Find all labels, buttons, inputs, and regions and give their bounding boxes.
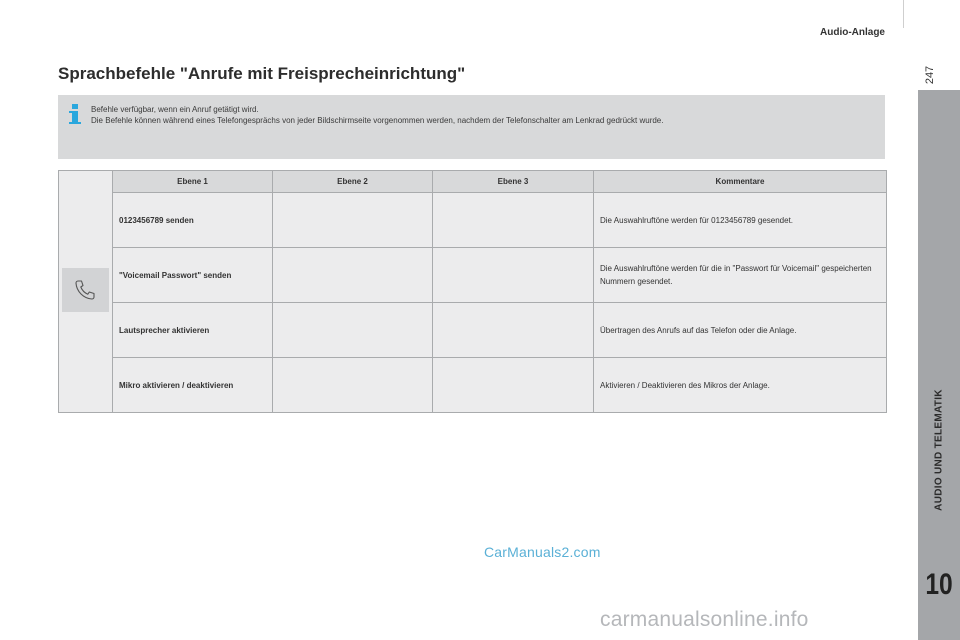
table-row (59, 248, 887, 303)
watermark-carmanualsonline: carmanualsonline.info (600, 608, 809, 631)
chapter-side-band (918, 90, 960, 640)
level-2-cell (273, 248, 433, 303)
page-number-text: 247 (924, 65, 936, 85)
comment-cell: Die Auswahlruftöne werden für 0123456789 gesendet. (594, 193, 887, 248)
comment-cell: Aktivieren / Deaktivieren des Mikros der Anlage. (594, 358, 887, 413)
level-3-cell (433, 193, 594, 248)
column-header-level-1: Ebene 1 (113, 171, 273, 193)
info-icon (68, 104, 82, 126)
table-header-row (59, 171, 887, 193)
phone-icon-cell (59, 171, 113, 413)
info-box (58, 95, 885, 159)
page-number (920, 62, 940, 88)
level-1-cell: "Voicemail Passwort" senden (113, 248, 273, 303)
phone-icon (62, 268, 109, 312)
running-head: Audio-Anlage (820, 27, 885, 38)
comment-cell: Die Auswahlruftöne werden für die in "Passwort für Voicemail" gespeicherten Nummern gesendet. (594, 248, 887, 303)
info-text (91, 104, 875, 126)
level-1-cell: Lautsprecher aktivieren (113, 303, 273, 358)
voice-commands-table (58, 170, 887, 413)
info-line-2: Die Befehle können während eines Telefongesprächs von jeder Bildschirmseite vorgenommen werden, nachdem der Telefonschalter am Lenkrad gedrückt wurde. (91, 116, 664, 125)
level-1-cell: Mikro aktivieren / deaktivieren (113, 358, 273, 413)
chapter-number: 10 (925, 568, 953, 601)
level-2-cell (273, 193, 433, 248)
comment-cell: Übertragen des Anrufs auf das Telefon oder die Anlage. (594, 303, 887, 358)
table-row (59, 193, 887, 248)
watermark-carmanuals2[interactable]: CarManuals2.com (484, 544, 601, 560)
level-2-cell (273, 358, 433, 413)
level-2-cell (273, 303, 433, 358)
info-line-1: Befehle verfügbar, wenn ein Anruf getätigt wird. (91, 105, 259, 114)
top-divider (903, 0, 904, 28)
chapter-label-text: AUDIO UND TELEMATIK (933, 389, 945, 511)
level-3-cell (433, 248, 594, 303)
table-row (59, 358, 887, 413)
column-header-comments: Kommentare (594, 171, 887, 193)
level-3-cell (433, 303, 594, 358)
level-1-cell: 0123456789 senden (113, 193, 273, 248)
column-header-level-3: Ebene 3 (433, 171, 594, 193)
column-header-level-2: Ebene 2 (273, 171, 433, 193)
page-title: Sprachbefehle "Anrufe mit Freisprecheinrichtung" (58, 64, 466, 83)
table-row (59, 303, 887, 358)
level-3-cell (433, 358, 594, 413)
